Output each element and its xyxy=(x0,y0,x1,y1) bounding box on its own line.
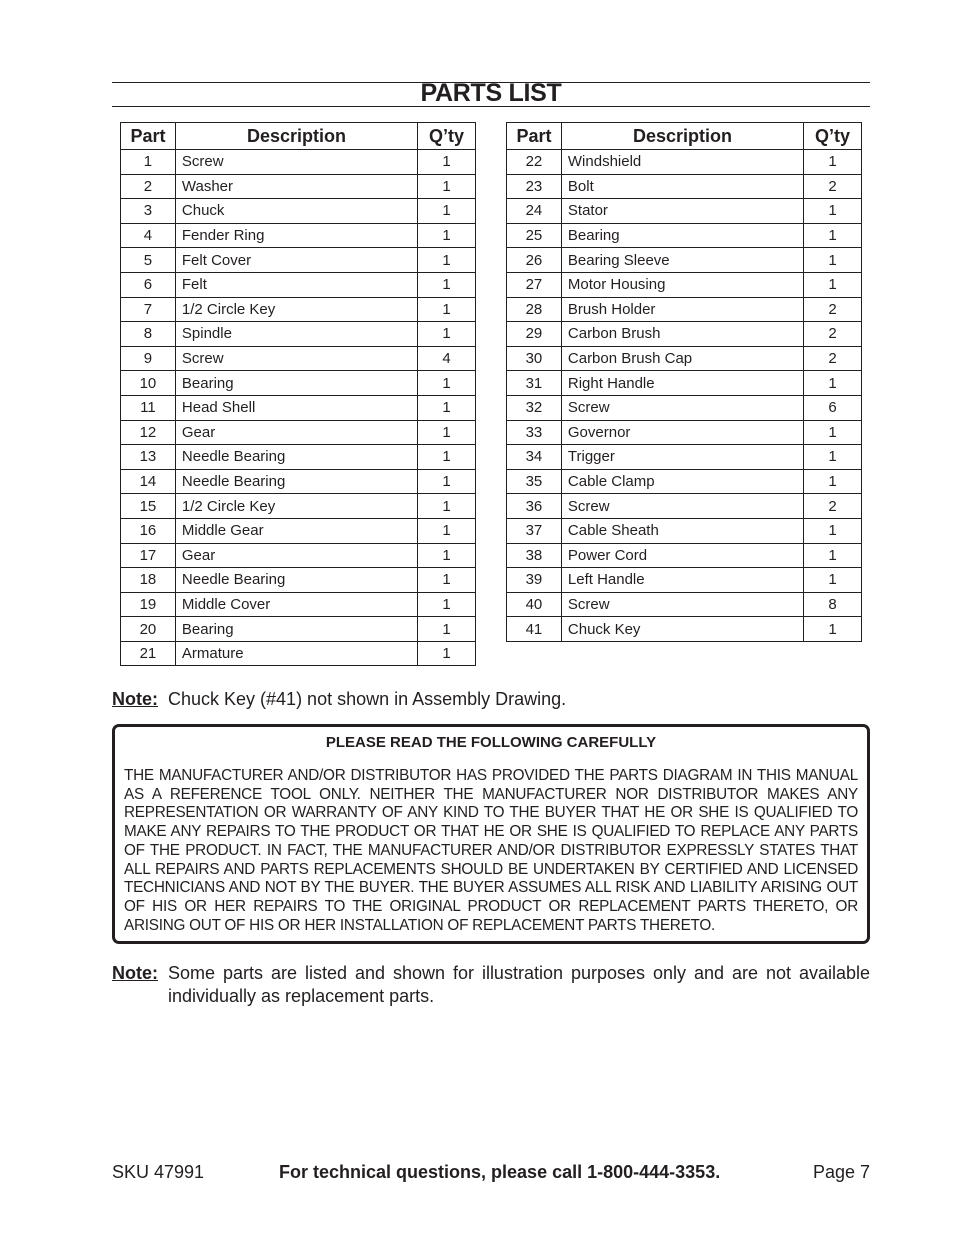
warning-body: THE MANUFACTURER AND/OR DISTRIBUTOR HAS PROVIDED THE PARTS DIAGRAM IN THIS MANUAL AS A REFERENCE TOOL ONLY. NEITHER THE MANUFACTURER NOR DISTRIBUTOR MAKES ANY REPRESENTATION OR WARRANTY OF ANY KIND TO THE BUYER THAT HE OR SHE IS QUALIFIED TO MAKE ANY REPAIRS TO THE PRODUCT OR THAT HE OR SHE IS QUALIFIED TO REPLACE ANY PARTS OF THE PRODUCT. IN FACT, THE MANUFACTURER AND/OR DISTRIBUTOR EXPRESSLY STATES THAT ALL REPAIRS AND PARTS REPLACEMENTS SHOULD BE UNDERTAKEN BY CERTIFIED AND LICENSED TECHNICIANS AND NOT BY THE BUYER. THE BUYER ASSUMES ALL RISK AND LIABILITY ARISING OUT OF HIS OR HER REPAIRS TO THE ORIGINAL PRODUCT OR REPLACEMENT PARTS THERETO, OR ARISING OUT OF HIS OR HER INSTALLATION OF REPLACEMENT PARTS THERETO. xyxy=(124,767,858,934)
part-number-cell: 41 xyxy=(507,617,562,642)
description-cell: Trigger xyxy=(561,445,803,470)
qty-cell: 1 xyxy=(418,248,476,273)
header-qty: Q’ty xyxy=(804,123,862,150)
part-number-cell: 5 xyxy=(121,248,176,273)
table-row xyxy=(121,420,476,445)
part-number-cell: 9 xyxy=(121,346,176,371)
qty-cell: 1 xyxy=(418,150,476,175)
table-row xyxy=(507,346,862,371)
part-number-cell: 6 xyxy=(121,272,176,297)
table-row xyxy=(121,641,476,666)
qty-cell: 2 xyxy=(804,322,862,347)
description-cell: Felt xyxy=(175,272,417,297)
description-cell: Bolt xyxy=(561,174,803,199)
description-cell: Screw xyxy=(175,346,417,371)
qty-cell: 1 xyxy=(418,641,476,666)
table-row xyxy=(121,174,476,199)
part-number-cell: 32 xyxy=(507,395,562,420)
description-cell: Chuck xyxy=(175,199,417,224)
qty-cell: 1 xyxy=(418,469,476,494)
table-row xyxy=(121,150,476,175)
table-row xyxy=(121,272,476,297)
part-number-cell: 11 xyxy=(121,395,176,420)
qty-cell: 1 xyxy=(804,469,862,494)
header-description: Description xyxy=(561,123,803,150)
description-cell: Cable Sheath xyxy=(561,518,803,543)
qty-cell: 1 xyxy=(418,174,476,199)
description-cell: Carbon Brush Cap xyxy=(561,346,803,371)
note-label: Note: xyxy=(112,963,158,983)
description-cell: Brush Holder xyxy=(561,297,803,322)
parts-table-right xyxy=(506,122,862,642)
part-number-cell: 26 xyxy=(507,248,562,273)
table-row xyxy=(121,199,476,224)
part-number-cell: 3 xyxy=(121,199,176,224)
description-cell: Needle Bearing xyxy=(175,469,417,494)
table-header-row xyxy=(121,123,476,150)
part-number-cell: 2 xyxy=(121,174,176,199)
header-qty: Q’ty xyxy=(418,123,476,150)
table-row xyxy=(121,518,476,543)
part-number-cell: 19 xyxy=(121,592,176,617)
qty-cell: 2 xyxy=(804,297,862,322)
qty-cell: 2 xyxy=(804,346,862,371)
description-cell: 1/2 Circle Key xyxy=(175,494,417,519)
qty-cell: 1 xyxy=(418,223,476,248)
part-number-cell: 7 xyxy=(121,297,176,322)
table-row xyxy=(507,395,862,420)
description-cell: Screw xyxy=(175,150,417,175)
part-number-cell: 33 xyxy=(507,420,562,445)
part-number-cell: 14 xyxy=(121,469,176,494)
qty-cell: 1 xyxy=(804,371,862,396)
tech-support-line: For technical questions, please call 1-800-444-3353. xyxy=(279,1162,721,1182)
qty-cell: 8 xyxy=(804,592,862,617)
part-number-cell: 12 xyxy=(121,420,176,445)
qty-cell: 2 xyxy=(804,174,862,199)
table-row xyxy=(507,223,862,248)
table-row xyxy=(507,199,862,224)
qty-cell: 1 xyxy=(804,272,862,297)
qty-cell: 1 xyxy=(418,297,476,322)
table-row xyxy=(121,568,476,593)
description-cell: Fender Ring xyxy=(175,223,417,248)
note-label: Note: xyxy=(112,689,158,709)
page-title: PARTS LIST xyxy=(420,79,562,107)
qty-cell: 1 xyxy=(804,199,862,224)
part-number-cell: 25 xyxy=(507,223,562,248)
note-chuck-key xyxy=(112,688,870,711)
qty-cell: 6 xyxy=(804,395,862,420)
part-number-cell: 13 xyxy=(121,445,176,470)
description-cell: Governor xyxy=(561,420,803,445)
qty-cell: 1 xyxy=(418,543,476,568)
description-cell: Left Handle xyxy=(561,568,803,593)
header-part: Part xyxy=(507,123,562,150)
description-cell: Armature xyxy=(175,641,417,666)
part-number-cell: 28 xyxy=(507,297,562,322)
table-row xyxy=(507,494,862,519)
description-cell: Needle Bearing xyxy=(175,568,417,593)
table-row xyxy=(121,469,476,494)
part-number-cell: 36 xyxy=(507,494,562,519)
table-row xyxy=(121,346,476,371)
description-cell: Washer xyxy=(175,174,417,199)
qty-cell: 1 xyxy=(804,420,862,445)
qty-cell: 1 xyxy=(418,445,476,470)
part-number-cell: 23 xyxy=(507,174,562,199)
part-number-cell: 40 xyxy=(507,592,562,617)
table-row xyxy=(507,445,862,470)
qty-cell: 1 xyxy=(418,518,476,543)
qty-cell: 1 xyxy=(804,223,862,248)
warning-box xyxy=(112,724,870,944)
part-number-cell: 22 xyxy=(507,150,562,175)
table-row xyxy=(121,395,476,420)
table-row xyxy=(507,297,862,322)
description-cell: Stator xyxy=(561,199,803,224)
table-row xyxy=(121,543,476,568)
qty-cell: 1 xyxy=(804,445,862,470)
table-row xyxy=(121,223,476,248)
qty-cell: 1 xyxy=(804,518,862,543)
description-cell: Bearing Sleeve xyxy=(561,248,803,273)
qty-cell: 1 xyxy=(418,494,476,519)
description-cell: Middle Cover xyxy=(175,592,417,617)
qty-cell: 1 xyxy=(804,248,862,273)
header-part: Part xyxy=(121,123,176,150)
description-cell: Carbon Brush xyxy=(561,322,803,347)
page-number: Page 7 xyxy=(812,1162,870,1182)
qty-cell: 1 xyxy=(418,322,476,347)
description-cell: Power Cord xyxy=(561,543,803,568)
table-row xyxy=(121,592,476,617)
table-row xyxy=(121,617,476,642)
table-row xyxy=(507,150,862,175)
part-number-cell: 15 xyxy=(121,494,176,519)
description-cell: Chuck Key xyxy=(561,617,803,642)
description-cell: Right Handle xyxy=(561,371,803,396)
warning-heading: PLEASE READ THE FOLLOWING CAREFULLY xyxy=(325,734,657,751)
description-cell: Cable Clamp xyxy=(561,469,803,494)
part-number-cell: 8 xyxy=(121,322,176,347)
description-cell: Spindle xyxy=(175,322,417,347)
table-row xyxy=(121,322,476,347)
note-illustration xyxy=(112,962,870,1008)
qty-cell: 1 xyxy=(418,371,476,396)
part-number-cell: 10 xyxy=(121,371,176,396)
qty-cell: 1 xyxy=(804,150,862,175)
description-cell: Screw xyxy=(561,592,803,617)
part-number-cell: 30 xyxy=(507,346,562,371)
table-row xyxy=(121,445,476,470)
table-row xyxy=(507,469,862,494)
description-cell: Needle Bearing xyxy=(175,445,417,470)
table-row xyxy=(507,518,862,543)
part-number-cell: 1 xyxy=(121,150,176,175)
part-number-cell: 35 xyxy=(507,469,562,494)
description-cell: 1/2 Circle Key xyxy=(175,297,417,322)
description-cell: Screw xyxy=(561,395,803,420)
qty-cell: 1 xyxy=(418,199,476,224)
part-number-cell: 18 xyxy=(121,568,176,593)
table-row xyxy=(507,174,862,199)
description-cell: Middle Gear xyxy=(175,518,417,543)
part-number-cell: 16 xyxy=(121,518,176,543)
qty-cell: 1 xyxy=(418,395,476,420)
description-cell: Felt Cover xyxy=(175,248,417,273)
part-number-cell: 27 xyxy=(507,272,562,297)
table-row xyxy=(507,248,862,273)
sku-number: SKU 47991 xyxy=(112,1162,205,1182)
table-row xyxy=(507,617,862,642)
qty-cell: 1 xyxy=(804,617,862,642)
part-number-cell: 29 xyxy=(507,322,562,347)
description-cell: Head Shell xyxy=(175,395,417,420)
table-row xyxy=(507,322,862,347)
table-row xyxy=(121,371,476,396)
table-row xyxy=(121,248,476,273)
part-number-cell: 4 xyxy=(121,223,176,248)
table-row xyxy=(507,272,862,297)
table-row xyxy=(507,543,862,568)
qty-cell: 1 xyxy=(418,568,476,593)
description-cell: Gear xyxy=(175,543,417,568)
table-row xyxy=(507,568,862,593)
qty-cell: 1 xyxy=(418,617,476,642)
table-header-row xyxy=(507,123,862,150)
qty-cell: 1 xyxy=(418,592,476,617)
header-description: Description xyxy=(175,123,417,150)
part-number-cell: 24 xyxy=(507,199,562,224)
table-row xyxy=(507,420,862,445)
part-number-cell: 37 xyxy=(507,518,562,543)
description-cell: Gear xyxy=(175,420,417,445)
qty-cell: 1 xyxy=(418,272,476,297)
table-row xyxy=(507,371,862,396)
table-row xyxy=(507,592,862,617)
part-number-cell: 39 xyxy=(507,568,562,593)
qty-cell: 4 xyxy=(418,346,476,371)
part-number-cell: 21 xyxy=(121,641,176,666)
part-number-cell: 17 xyxy=(121,543,176,568)
qty-cell: 1 xyxy=(418,420,476,445)
description-cell: Windshield xyxy=(561,150,803,175)
title-underline xyxy=(112,106,870,107)
qty-cell: 1 xyxy=(804,568,862,593)
qty-cell: 2 xyxy=(804,494,862,519)
table-row xyxy=(121,494,476,519)
qty-cell: 1 xyxy=(804,543,862,568)
description-cell: Bearing xyxy=(561,223,803,248)
part-number-cell: 38 xyxy=(507,543,562,568)
parts-table-left xyxy=(120,122,476,666)
note-text: Some parts are listed and shown for illustration purposes only and are not available individually as replacement parts. xyxy=(168,963,870,1006)
part-number-cell: 31 xyxy=(507,371,562,396)
part-number-cell: 20 xyxy=(121,617,176,642)
description-cell: Motor Housing xyxy=(561,272,803,297)
description-cell: Bearing xyxy=(175,617,417,642)
description-cell: Bearing xyxy=(175,371,417,396)
note-text: Chuck Key (#41) not shown in Assembly Drawing. xyxy=(168,689,567,709)
part-number-cell: 34 xyxy=(507,445,562,470)
description-cell: Screw xyxy=(561,494,803,519)
table-row xyxy=(121,297,476,322)
